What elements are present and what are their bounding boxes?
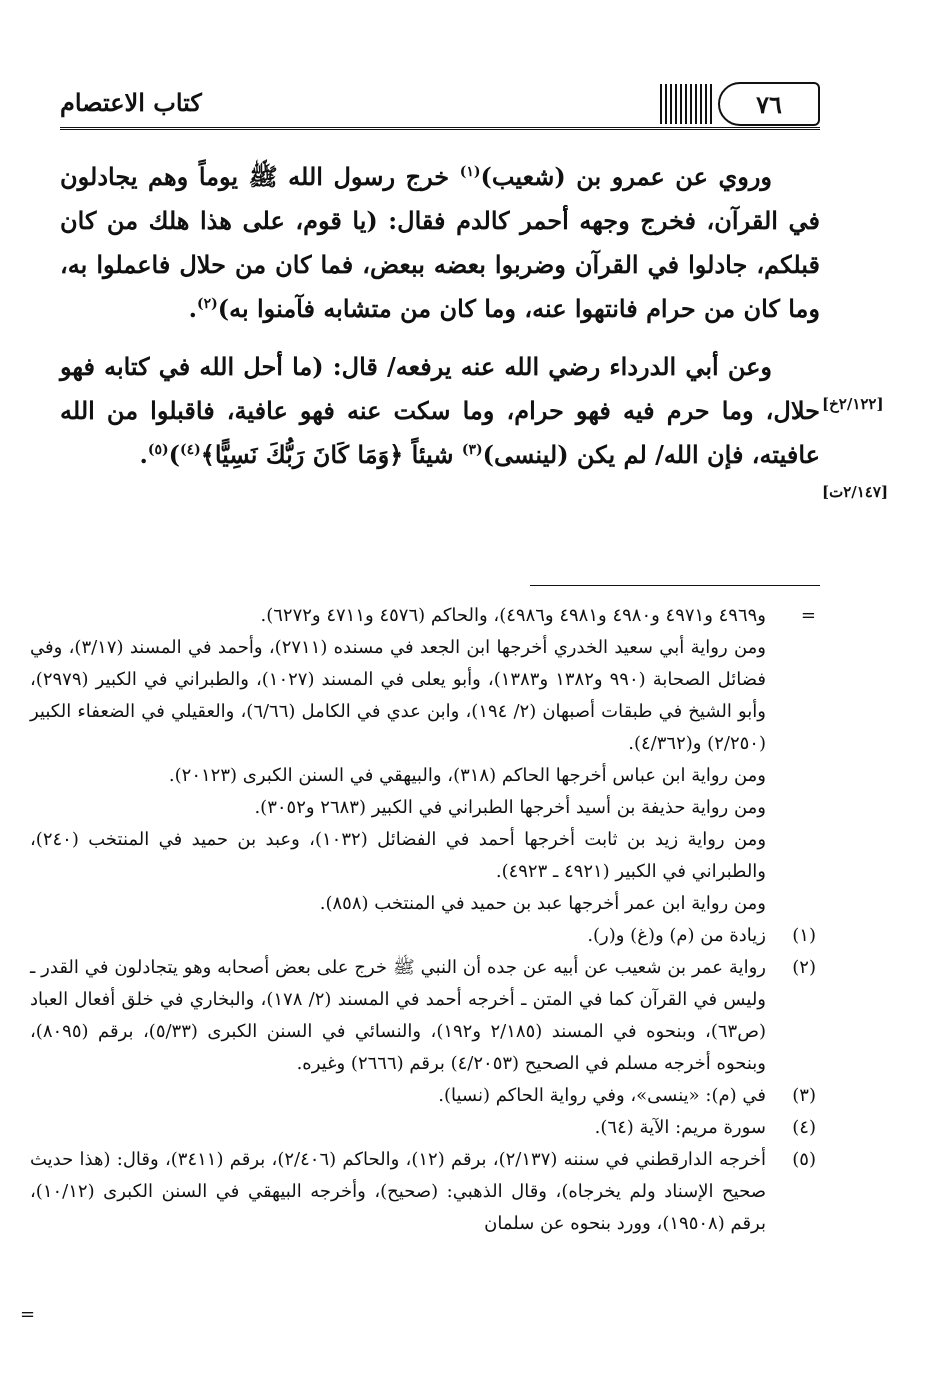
p1-end: . bbox=[188, 294, 197, 323]
footnote-mark: (٣) bbox=[792, 1085, 816, 1106]
footnote-mark: (٢) bbox=[792, 957, 816, 978]
margin-note-1: [٢/١٢٢خ] bbox=[822, 395, 884, 413]
continuation-line: ومن رواية زيد بن ثابت أخرجها أحمد في الفضائل (١٠٣٢)، وعبد بن حميد في المنتخب (٢٤٠)، والطبراني في الكبير (٤٩٢١ ـ ٤٩٢٣). bbox=[30, 829, 767, 882]
header-ornament bbox=[660, 84, 716, 124]
p2-text-b: شيئاً ﴿وَمَا كَانَ رَبُّكَ نَسِيًّا﴾ bbox=[200, 440, 462, 469]
continuation-line: ومن رواية حذيفة بن أسيد أخرجها الطبراني في الكبير (٢٦٨٣ و٣٠٥٢). bbox=[254, 797, 766, 818]
p2-text-c: ) bbox=[168, 440, 180, 469]
p1-text-b: خرج رسول الله ﷺ يوماً وهم يجادلون في القرآن، فخرج وجهه أحمر كالدم فقال: (يا قوم، على هذا هلك من كان قبلكم، جادلوا في القرآن وضربوا بعضه ببعض، فما كان من حلال فاعملوا به، وما كان من حرام فانتهوا عنه، وما كان من متشابه فآمنوا به) bbox=[60, 162, 820, 323]
main-text bbox=[60, 155, 820, 477]
paragraph-1 bbox=[60, 155, 820, 331]
footnote-text: سورة مريم: الآية (٦٤). bbox=[594, 1117, 766, 1138]
footnote-mark: (٤) bbox=[792, 1117, 816, 1138]
footnote-ref-3: (٣) bbox=[461, 442, 483, 458]
footnote-4 bbox=[30, 1112, 820, 1144]
footnote-3 bbox=[30, 1080, 820, 1112]
continues-mark: = bbox=[20, 1304, 36, 1325]
continuation-line: و٤٩٦٩ و٤٩٧١ و٤٩٨٠ و٤٩٨١ و٤٩٨٦)، والحاكم (٤٥٧٦ و٤٧١١ و٦٢٧٢). bbox=[260, 605, 766, 626]
p1-text-a: وروي عن عمرو بن (شعيب) bbox=[480, 162, 773, 191]
page-header bbox=[60, 78, 820, 130]
footnote-mark: (٥) bbox=[792, 1149, 816, 1170]
continuation-line: ومن رواية ابن عمر أخرجها عبد بن حميد في المنتخب (٨٥٨). bbox=[319, 893, 766, 914]
header-rule bbox=[60, 127, 820, 130]
continuation-mark: = bbox=[800, 605, 816, 626]
footnote-ref-5: (٥) bbox=[147, 442, 169, 458]
footnote-mark: (١) bbox=[792, 925, 816, 946]
margin-note-2: [٢/١٤٧ت] bbox=[822, 483, 889, 501]
footnote-ref-2: (٢) bbox=[196, 296, 218, 312]
p2-end: . bbox=[139, 440, 148, 469]
footnote-text: رواية عمر بن شعيب عن أبيه عن جده أن النبي ﷺ خرج على بعض أصحابه وهو يتجادلون في القدر ـ وليس في القرآن كما في المتن ـ أخرجه أحمد في المسند (٢/ ١٧٨)، والبخاري في خلق أفعال العباد (ص٦٣)، وبنحوه في المسند (٢/١٨٥ و١٩٢)، والنسائي في السنن الكبرى (٥/٣٣)، برقم (٨٠٩٥)، وبنحوه أخرجه مسلم في الصحيح (٤/٢٠٥٣) برقم (٢٦٦٦) وغيره. bbox=[30, 957, 766, 1074]
footnote-continuation bbox=[30, 600, 820, 920]
book-title: كتاب الاعتصام bbox=[60, 88, 202, 117]
footnote-ref-1: (١) bbox=[459, 164, 481, 180]
footnote-2 bbox=[30, 952, 820, 1080]
continuation-line: ومن رواية أبي سعيد الخدري أخرجها ابن الجعد في مسنده (٢٧١١)، وأحمد في المسند (٣/١٧)، وفي فضائل الصحابة (٩٩٠ و١٣٨٢ و١٣٨٣)، وأبو يعلى في المسند (١٠٢٧)، والطبراني في الكبير (٢٩٧٩)، وأبو الشيخ في طبقات أصبهان (٢/ ١٩٤)، وابن عدي في الكامل (٦/٦٦)، والعقيلي في الضعفاء الكبير (٢/٢٥٠) و(٤/٣٦٢). bbox=[30, 637, 767, 754]
footnotes bbox=[30, 600, 820, 1240]
paragraph-2 bbox=[60, 345, 820, 477]
continuation-line: ومن رواية ابن عباس أخرجها الحاكم (٣١٨)، والبيهقي في السنن الكبرى (٢٠١٢٣). bbox=[168, 765, 766, 786]
footnote-text: زيادة من (م) و(غ) و(ر). bbox=[587, 925, 766, 946]
footnote-ref-4: (٤) bbox=[180, 442, 201, 458]
p2-text-a: وعن أبي الدرداء رضي الله عنه يرفعه/ قال: (ما أحل الله في كتابه فهو حلال، وما حرم فيه فهو حرام، وما سكت عنه فهو عافية، فاقبلوا من الله عافيته، فإن الله/ لم يكن (لينسى) bbox=[60, 352, 820, 469]
page-number: ٧٦ bbox=[718, 82, 820, 126]
footnote-1 bbox=[30, 920, 820, 952]
footnote-text: في (م): «ينسى»، وفي رواية الحاكم (نسيا). bbox=[438, 1085, 766, 1106]
footnote-5 bbox=[30, 1144, 820, 1240]
footnote-text: أخرجه الدارقطني في سننه (٢/١٣٧)، برقم (١٢)، والحاكم (٢/٤٠٦)، برقم (٣٤١١)، وقال: (هذا حديث صحيح الإسناد ولم يخرجاه)، وقال الذهبي: (صحيح)، وأخرجه البيهقي في السنن الكبرى (١٠/١٢)، برقم (١٩٥٠٨)، وورد بنحوه عن سلمان bbox=[30, 1149, 766, 1234]
footnote-separator bbox=[530, 585, 820, 586]
